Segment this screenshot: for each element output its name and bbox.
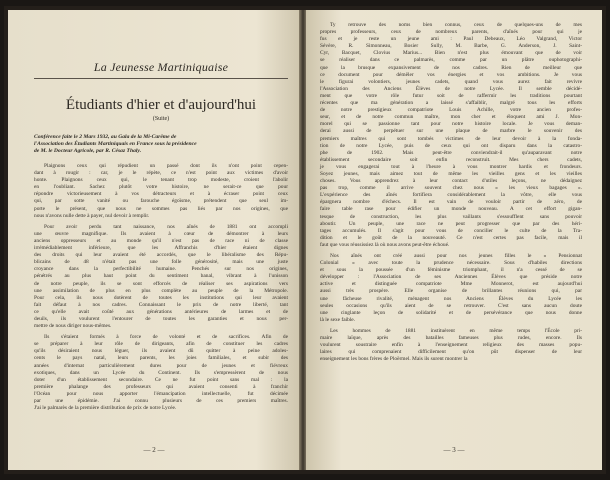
text-line: derai aussi de perpétuer sur une plaque de marbre le souvenir des — [320, 128, 582, 135]
text-line: mettre de nous diriger nous-mêmes. — [34, 323, 112, 330]
text-line: aussi très prospère. Elle organise de brillantes réunions qui, par — [320, 288, 582, 295]
text-line: se préparer à leur rôle de dirigeants, afin de constituer les cadres — [34, 341, 288, 348]
text-line: blicains de 48 n'était pas une folle générosité, mais une juste — [34, 259, 288, 266]
text-line: deuils, ils voulurent l'entourer de toutes les garanties et nous per- — [34, 315, 288, 322]
text-line: en l'oubliant. Sachez plutôt votre histoire, ne serait-ce que pour — [34, 184, 288, 191]
text-line: active et distinguée compatriote Mme Monnerot, est aujourd'hui — [320, 281, 582, 288]
text-line: morel qui se passionne tant pour notre histoire locale. Je vous deman- — [320, 121, 582, 128]
text-line: qui, par sotte vanité ou farouche égoïsme, prétendent que seul im- — [34, 198, 288, 205]
text-line: Cyr, Bacquet, Clovius Marius... Bien n'est plus émouvant que de voir — [320, 50, 582, 57]
text-line: doter d'un établissement secondaire. Ce ne fut point sans mal : la — [34, 376, 288, 383]
text-line: de notre peuple, ils se sont efforcés de réaliser ses aspirations vers — [34, 280, 288, 287]
right-body-text — [320, 22, 582, 363]
text-line: tesque de construction, les plus vaillants s'essoufflent sans pouvoir — [320, 213, 582, 220]
text-line: tion de notre Lycée, puis de ceux qui ont disparu dans la catastro- — [320, 142, 582, 149]
text-line: je vous engagerai tout à l'heure à vous montrer hardis et frondeurs. — [320, 163, 582, 170]
text-line: cents le pays natal, leurs parents, les joies familiales, et subir des — [34, 355, 288, 362]
right-page — [306, 10, 602, 470]
header-rule — [34, 78, 288, 79]
text-line: phe de 1902. Mais peut-être conviendrait-il qu'auparavant notre — [320, 149, 582, 156]
text-line: pas trop, comme il arrive souvent chez nous « les vieux bagages ». — [320, 185, 582, 192]
text-line: dant à rougir : car, je le répète, ce n'est point aux victimes d'avoir — [34, 170, 288, 177]
text-line: se réaliser dans ce palmarès, comme par un plâtre ouphotographi- — [320, 57, 582, 64]
text-line: seules occasions qu'ils aient de se retrouver. C'est sans aucun doute — [320, 302, 582, 309]
text-line: J'ai le palmarès de la première distribution de prix de notre Lycée. — [34, 405, 177, 412]
text-line: maire laïque, après des batailles fameuses plus rudes, encore. Ils — [320, 335, 582, 342]
text-line: irrémédiablement inférieure, que les Affranchis d'hier étaient dignes — [34, 245, 288, 252]
text-line: Ty retrouve des noms bien connus, ceux de quelques-uns de mes — [330, 22, 582, 28]
text-line: Nos aînés ont créé aussi pour nos jeunes filles le « Pensionnat — [330, 253, 582, 259]
paragraph — [34, 163, 288, 220]
text-line: première phalange des professeurs qui avaient consenti à franchir — [34, 383, 288, 390]
text-line: là le sexe faible. — [320, 316, 356, 323]
text-line: par une épidémie. J'ai connu plusieurs de ces premiers maîtres. — [34, 398, 288, 404]
text-line: ment que votre rôle futur soit de raffermir les traditions pourtant — [320, 92, 582, 99]
intro-line: de M. le Docteur Agricole, par R. Césaz Thaly. — [34, 148, 142, 154]
text-line: fait défaut à nos cadres. Connaissant le prix de notre liberté, tant — [34, 301, 288, 308]
text-line: propres professeurs, ceux de nombreux parents, d'aînés pour qui je — [320, 29, 582, 36]
article-title: Étudiants d'hier et d'aujourd'hui — [65, 97, 257, 113]
text-line: de notre prestigieux compatriote Louis Achille, votre ancien profes- — [320, 107, 582, 114]
text-line: exotiques, dans un Lycée du Continent. Ils s'empressèrent de nous — [34, 369, 288, 376]
text-line: faut que vous réussissiez là où nous avons peut-être échoué. — [320, 241, 450, 248]
text-line: faire table rase pour édifier un monde nouveau. A cet effort gigan- — [320, 206, 582, 213]
text-line: une cinglante leçon de solidarité et de persévérance que nous donne — [320, 309, 582, 316]
text-line: une assimilation de plus en plus complète au peuple de la Métropole. — [34, 287, 288, 294]
text-line: récentes que ma génération a laissé s'affaiblir, malgré tous les efforts — [320, 100, 582, 107]
text-line: que la brusque expansivement de nos cadres. Rien de meilleur que — [320, 64, 582, 71]
text-line: Sévère, R. Simonneau, Bosier Sully, M. Barbe, G. Anderson, J. Saint- — [320, 43, 582, 50]
text-line: l'Association des Anciens Élèves de notre Lycée. Il semble décidé- — [320, 85, 582, 92]
text-line: Les hommes de 1881 instituèrent en même temps l'École pri- — [330, 327, 582, 334]
text-line: Plaignons ceux qui répudient un passé dont ils n'ont point cepen- — [44, 163, 288, 169]
intro-line: l'Association des Étudiants Martiniquais en France sous la présidence — [34, 141, 197, 147]
text-line: années d'internat particulièrement dures pour de jeunes et fiévreux — [34, 362, 288, 369]
text-line: tages accumulés. Il s'agit pour vous de concilier le culte de la Tra- — [320, 227, 582, 234]
text-line: L'expérience des aînés fortifiera considérablement la vôtre, elle vous — [320, 192, 582, 199]
text-line: une œuvre magnifique. Ils avaient à cœur de démontrer à leurs — [34, 230, 288, 237]
paragraph — [320, 328, 582, 363]
left-page — [8, 10, 300, 470]
paragraph — [320, 22, 582, 249]
text-line: répondre victorieusement à vos détracteurs et à écraser point ceux — [34, 191, 288, 198]
text-line: et sous la poussée d'un féminisme triomphant, il n'a cessé de se — [320, 267, 582, 274]
text-line: honte. Plaignons ceux qui, le tenant trop modeste, croient l'abolir — [34, 177, 288, 184]
text-line: enseignement les bons frères de Ploërmel. Mais ils surent montrer la — [320, 356, 468, 363]
text-line: une fâcheuse rivalité, ménagent nos Anciens Élèves du Lycée les — [320, 295, 582, 302]
text-line: Ils s'étaient formés à force de volonté et de sacrifices. Afin de — [44, 334, 288, 341]
text-line: établissement secondaire soit enfin reconstruit. Mes chers cadets, — [320, 156, 582, 163]
text-line: Colonial » avec toute la prudence nécessaire. Sous d'habiles directions — [320, 260, 582, 267]
left-body-text — [34, 163, 288, 412]
text-line: dition et le goût de la nouveauté. Ce n'est certes pas facile, mais il — [320, 234, 582, 241]
text-line: fus et je reste un jeune ami : Paul Debeaux, Léo Valgrand, Victor — [320, 36, 582, 43]
text-line: anciens oppresseurs et au monde qu'il n'est pas de race ni de classe — [34, 237, 288, 244]
text-line: pénétrés au plus haut point du sentiment banal, vibrant à l'unisson — [34, 273, 288, 280]
text-line: seur, et de notre commun maître, mon cher et éloquent ami J. Mon- — [320, 114, 582, 121]
book-spread — [4, 6, 606, 474]
text-line: ce document pour démêler vos énergies et vos ambitions. Je vous — [320, 71, 582, 78]
page-number-right: — 3 — — [443, 446, 465, 454]
text-line: Pour avoir perdu tant naissance, nos aînés de 1881 ont accompli — [44, 223, 288, 230]
paragraph — [320, 253, 582, 324]
text-line: laires qui comprenaient difficilement qu'on pût dispenser de leur — [320, 349, 582, 356]
text-line: porte le présent, que nous ne sommes pas liés par nos origines, que — [34, 205, 288, 212]
text-line: premiers maîtres qui sont tombés victimes de leur devoir à la fonda- — [320, 135, 582, 142]
text-line: aboutir. Un peuple, une race ne peut progresser que par des héri- — [320, 220, 582, 227]
text-line: croyance dans la perfectibilité humaine. Penchés sur nos origines, — [34, 266, 288, 273]
paragraph — [34, 334, 288, 412]
page-number-left: — 2 — — [143, 446, 165, 454]
text-line: des droits qui leur avaient été accordés, que le libéralisme des Répu- — [34, 252, 288, 259]
text-line: le figurai volontiers, jeunes cadets, quand vous aurez fait revivre — [320, 78, 582, 85]
running-head: La Jeunesse Martiniquaise — [93, 60, 229, 74]
paragraph — [34, 224, 288, 330]
text-line: ce qu'elle avait coûté aux générations antérieures de larmes et de — [34, 308, 288, 315]
text-line: Pour cela, ils nous dotèrent de toutes les institutions qui leur avaient — [34, 294, 288, 301]
intro-line: Conférence faite le 2 Mars 1932, au Gala de la Mi-Carême de — [34, 134, 177, 140]
text-line: Soyez jeunes, mais aimez tout de même les vieilles gens et les vieilles — [320, 170, 582, 177]
text-line: qu'ils désiraient nous léguer, ils avaient dû quitter à peine adoles- — [34, 348, 288, 355]
article-subtitle: (Suite) — [152, 116, 170, 122]
text-line: nous n'avons nulle dette à payer, nul devoir à remplir. — [34, 212, 150, 219]
text-line: choses. Vous apprendrez à leur contact d'utiles leçons, ne dédaignez — [320, 178, 582, 185]
text-line: développer : l'Association de ses Anciennes Élèves que préside notre — [320, 274, 582, 281]
text-line: voulurent soustraire enfin à l'enseignement religieux des masses popu- — [320, 342, 582, 349]
conference-intro — [34, 134, 288, 155]
text-line: l'Océan pour nous apporter l'émancipation intellectuelle, fut décimée — [34, 390, 288, 397]
text-line: épargnera nombre d'échecs. Il est vain de vouloir partir de zéro, de — [320, 199, 582, 206]
